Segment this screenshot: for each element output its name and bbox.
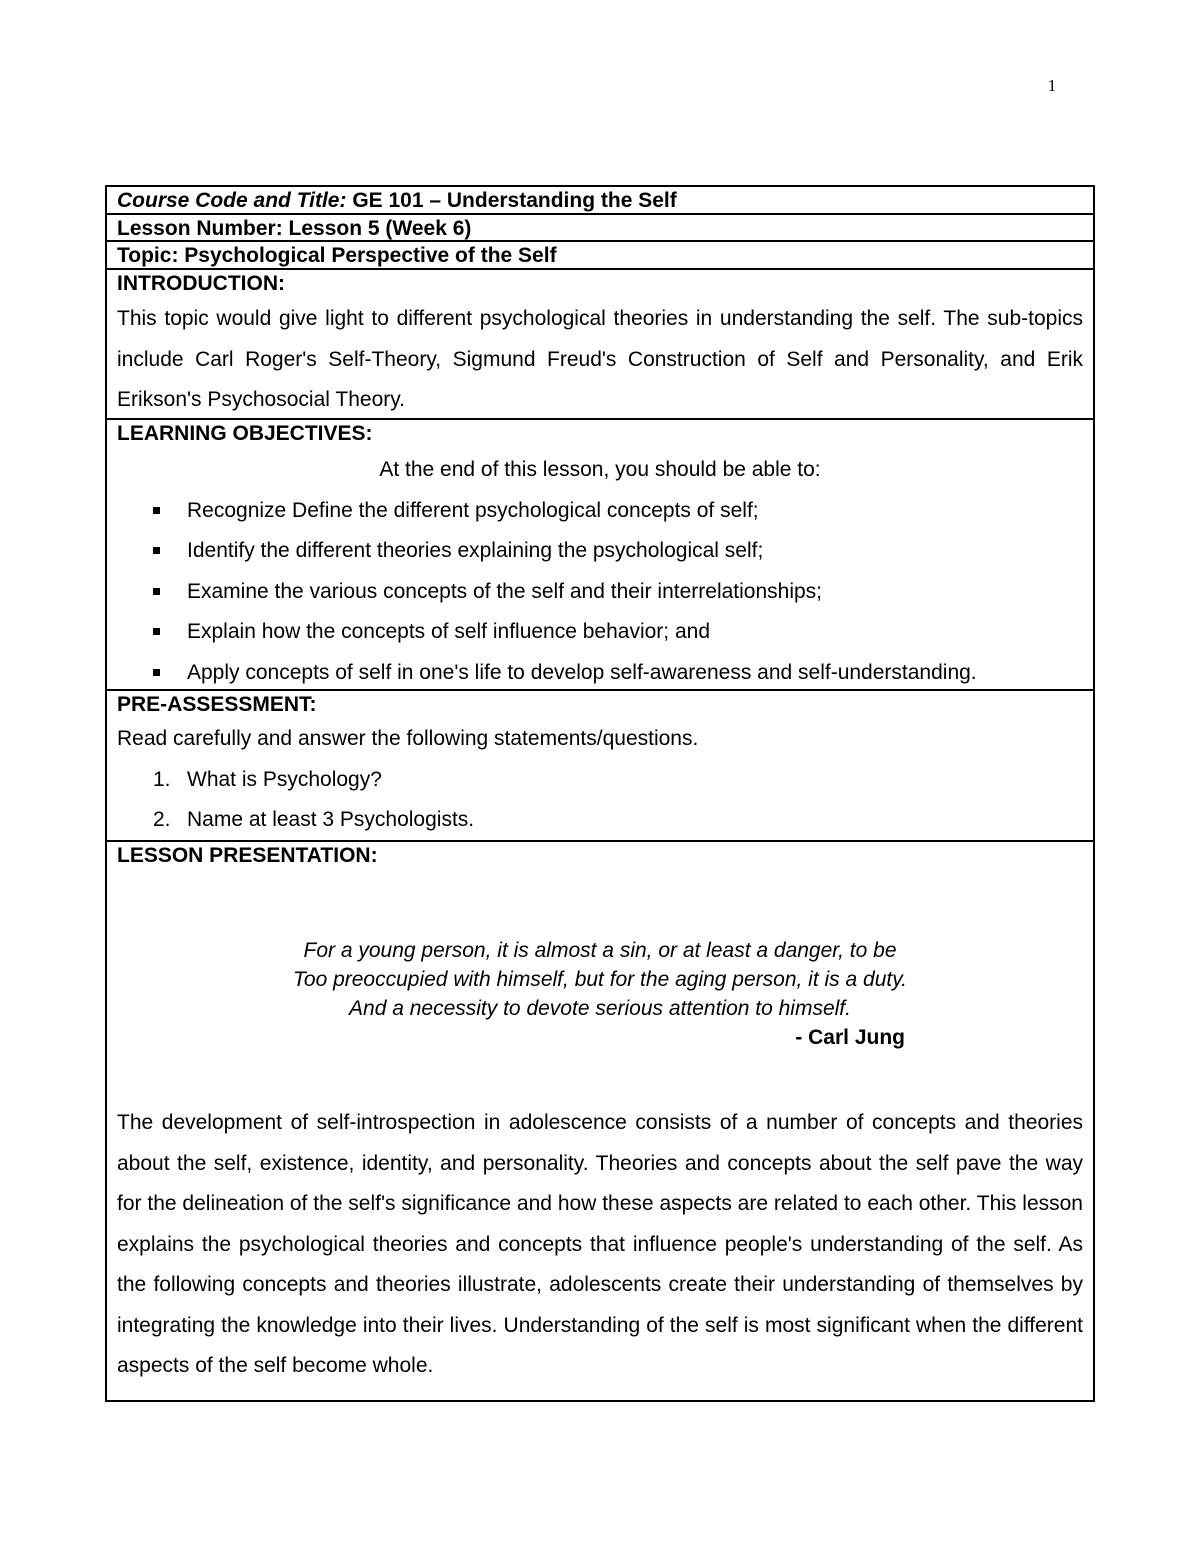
list-item: Apply concepts of self in one's life to develop self-awareness and self-understanding.: [153, 653, 1083, 690]
pre-assessment-section: [107, 689, 1093, 840]
quote-line: For a young person, it is almost a sin, or at least a danger, to be: [303, 939, 897, 962]
square-bullet-icon: [153, 628, 160, 635]
pre-assessment-instruction: Read carefully and answer the following statements/questions.: [117, 727, 699, 750]
page-number: 1: [1047, 76, 1057, 95]
pre-assessment-heading: PRE-ASSESSMENT:: [117, 693, 317, 716]
quote-line: Too preoccupied with himself, but for the aging person, it is a duty.: [292, 968, 907, 991]
square-bullet-icon: [153, 507, 160, 514]
list-item: Recognize Define the different psychological concepts of self;: [153, 491, 1083, 532]
quote-block: [117, 936, 1083, 1023]
objectives-heading: LEARNING OBJECTIVES:: [117, 422, 373, 445]
square-bullet-icon: [153, 669, 160, 676]
square-bullet-icon: [153, 547, 160, 554]
list-item: 1. What is Psychology?: [153, 767, 382, 791]
list-item: Explain how the concepts of self influence behavior; and: [153, 612, 1083, 653]
lesson-body-text: The development of self-introspection in adolescence consists of a number of concepts and theories about the self, existence, identity, and personality. Theories and concepts about the self pave the way for the delineation of the self's significance and how these aspects are related to each other. This lesson explains the psychological theories and concepts that influence people's understanding of the self. As the following concepts and theories illustrate, adolescents create their understanding of themselves by integrating the knowledge into their lives. Understanding of the self is most significant when the different aspects of the self become whole.: [117, 1111, 1083, 1377]
quote-line: And a necessity to devote serious attention to himself.: [349, 997, 851, 1020]
list-item: 2. Name at least 3 Psychologists.: [153, 808, 475, 831]
lesson-presentation-section: [107, 840, 1093, 1400]
lesson-number-row: Lesson Number: Lesson 5 (Week 6): [107, 213, 1093, 240]
objectives-lead: At the end of this lesson, you should be able to:: [379, 458, 821, 481]
introduction-section: [107, 268, 1093, 418]
introduction-heading: INTRODUCTION:: [117, 272, 285, 295]
square-bullet-icon: [153, 588, 160, 595]
lesson-presentation-heading: LESSON PRESENTATION:: [117, 844, 378, 867]
topic-row: Topic: Psychological Perspective of the Self: [107, 240, 1093, 268]
course-value: GE 101 – Understanding the Self: [346, 189, 677, 212]
objectives-section: [107, 418, 1093, 689]
pre-assessment-questions: [117, 760, 1083, 841]
list-item: Identify the different theories explaining the psychological self;: [153, 531, 1083, 572]
introduction-text: This topic would give light to different psychological theories in understanding the self. The sub-topics include Carl Roger's Self-Theory, Sigmund Freud's Construction of Self and Personality, and Erik Erikson's Psychosocial Theory.: [117, 307, 1083, 411]
course-label: Course Code and Title:: [117, 189, 347, 212]
lesson-table: [105, 185, 1095, 1402]
list-item: Examine the various concepts of the self and their interrelationships;: [153, 572, 1083, 613]
quote-author: - Carl Jung: [795, 1026, 905, 1049]
objectives-list: [117, 491, 1083, 690]
course-row: [107, 187, 1093, 213]
